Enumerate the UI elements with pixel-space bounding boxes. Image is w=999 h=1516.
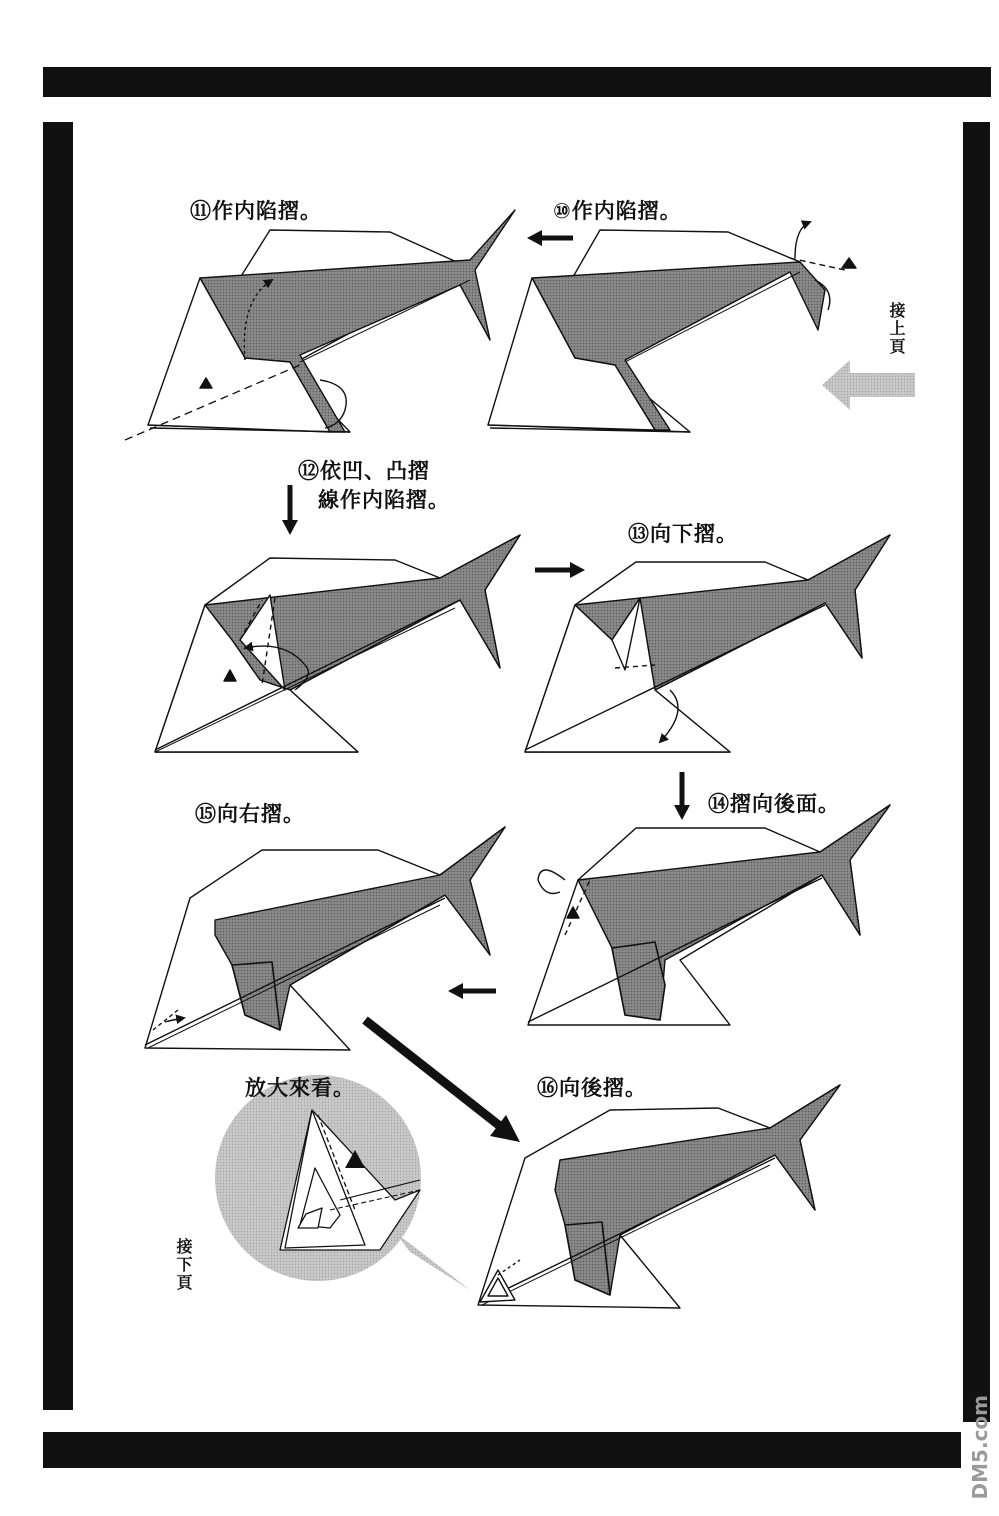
step-15-label: ⑮向右摺。: [195, 802, 305, 826]
zoom-label: 放大來看。: [245, 1076, 355, 1100]
to-next-page-label: 接下頁: [174, 1238, 193, 1292]
step-16-label: ⑯向後摺。: [537, 1076, 647, 1100]
step-13-label: ⑬向下摺。: [628, 522, 738, 546]
step-11-label: ⑪作内陷摺。: [190, 199, 322, 223]
from-previous-page-label: 接上頁: [887, 302, 906, 356]
step-12-label-line2: 線作内陷摺。: [318, 488, 450, 512]
step-14-label: ⑭摺向後面。: [708, 792, 840, 816]
step-10-label: ⑩作内陷摺。: [553, 199, 682, 223]
watermark-logo: DM5.com: [968, 1395, 992, 1500]
step-12-label-line1: ⑫依凹、凸摺: [298, 459, 430, 483]
